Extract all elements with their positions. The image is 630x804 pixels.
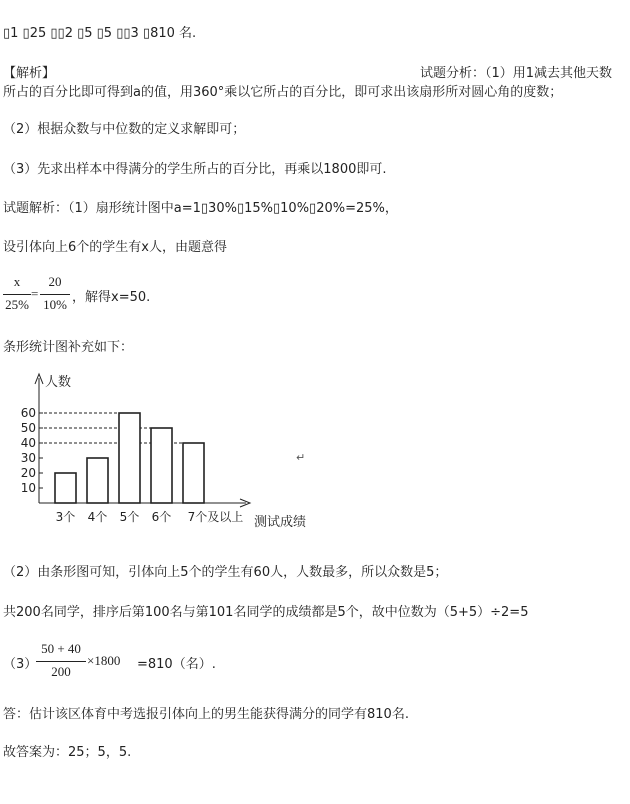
y-tick-label: 50 — [20, 421, 36, 435]
solution-step-2-mode: （2）由条形图可知，引体向上5个的学生有60人，人数最多，所以众数是5； — [3, 565, 448, 580]
fraction-denominator: 25% — [5, 297, 29, 312]
chart-caption: 条形统计图补充如下： — [3, 340, 134, 355]
fraction-bar — [3, 294, 31, 295]
x-tick-label: 3个 — [55, 510, 76, 524]
analysis-step-3: （3）先求出样本中得满分的学生所占的百分比，再乘以1800即可. — [3, 162, 387, 177]
bar-chart — [10, 366, 330, 536]
analysis-intro: 试题分析：（1）用1减去其他天数 — [420, 66, 613, 81]
return-mark: ↵ — [296, 451, 306, 464]
equation-result: ，解得x=50. — [72, 290, 151, 305]
step-3-prefix: （3） — [3, 657, 38, 672]
y-axis-title: 人数 — [45, 375, 72, 390]
y-tick-label: 20 — [20, 466, 36, 480]
answer-line: 答：估计该区体育中考选报引体向上的男生能获得满分的同学有810名. — [3, 707, 409, 722]
fraction-denominator: 10% — [43, 297, 67, 312]
final-answer: 故答案为：25；5，5. — [3, 745, 132, 760]
analysis-step-2: （2）根据众数与中位数的定义求解即可； — [3, 122, 246, 137]
previous-answer-line: ▯1 ▯25 ▯▯2 ▯5 ▯5 ▯▯3 ▯810 名. — [3, 26, 197, 41]
fraction-sum-over-200 — [36, 641, 86, 683]
bar-1 — [55, 473, 76, 503]
multiply-1800: ×1800 — [87, 653, 121, 668]
bar-2 — [87, 458, 108, 503]
bar-3 — [119, 413, 140, 503]
fraction-x-over-25-percent — [3, 274, 31, 316]
y-tick-label: 30 — [20, 451, 36, 465]
y-tick-label: 10 — [20, 481, 36, 495]
solution-step-1: 试题解析：（1）扇形统计图中a=1▯30%▯15%▯10%▯20%=25%， — [3, 201, 398, 216]
x-tick-label: 4个 — [87, 510, 108, 524]
analysis-intro-continued: 所占的百分比即可得到a的值，用360°乘以它所占的百分比，即可求出该扇形所对圆心角的度数； — [3, 85, 563, 100]
x-axis-title: 测试成绩 — [254, 515, 307, 530]
fraction-bar — [40, 294, 70, 295]
x-tick-label: 6个 — [151, 510, 172, 524]
x-tick-label: 5个 — [119, 510, 140, 524]
equals-sign: = — [31, 286, 39, 301]
analysis-header: 【解析】 — [3, 66, 56, 81]
x-tick-label: 7个及以上 — [187, 510, 244, 524]
bar-5 — [183, 443, 204, 503]
y-tick-label: 40 — [20, 436, 36, 450]
fraction-numerator: 20 — [48, 274, 62, 289]
bar-4 — [151, 428, 172, 503]
fraction-bar — [36, 661, 86, 662]
solution-setup: 设引体向上6个的学生有x人，由题意得 — [3, 240, 227, 255]
fraction-numerator: 50 + 40 — [41, 641, 81, 656]
fraction-denominator: 200 — [51, 664, 71, 679]
solution-step-2-median: 共200名同学，排序后第100名与第101名同学的成绩都是5个，故中位数为（5+5）÷2=5 — [3, 605, 529, 620]
y-tick-label: 60 — [20, 406, 36, 420]
fraction-numerator: x — [13, 274, 21, 289]
equation-result: =810（名）. — [137, 657, 216, 672]
fraction-20-over-10-percent — [40, 274, 70, 316]
